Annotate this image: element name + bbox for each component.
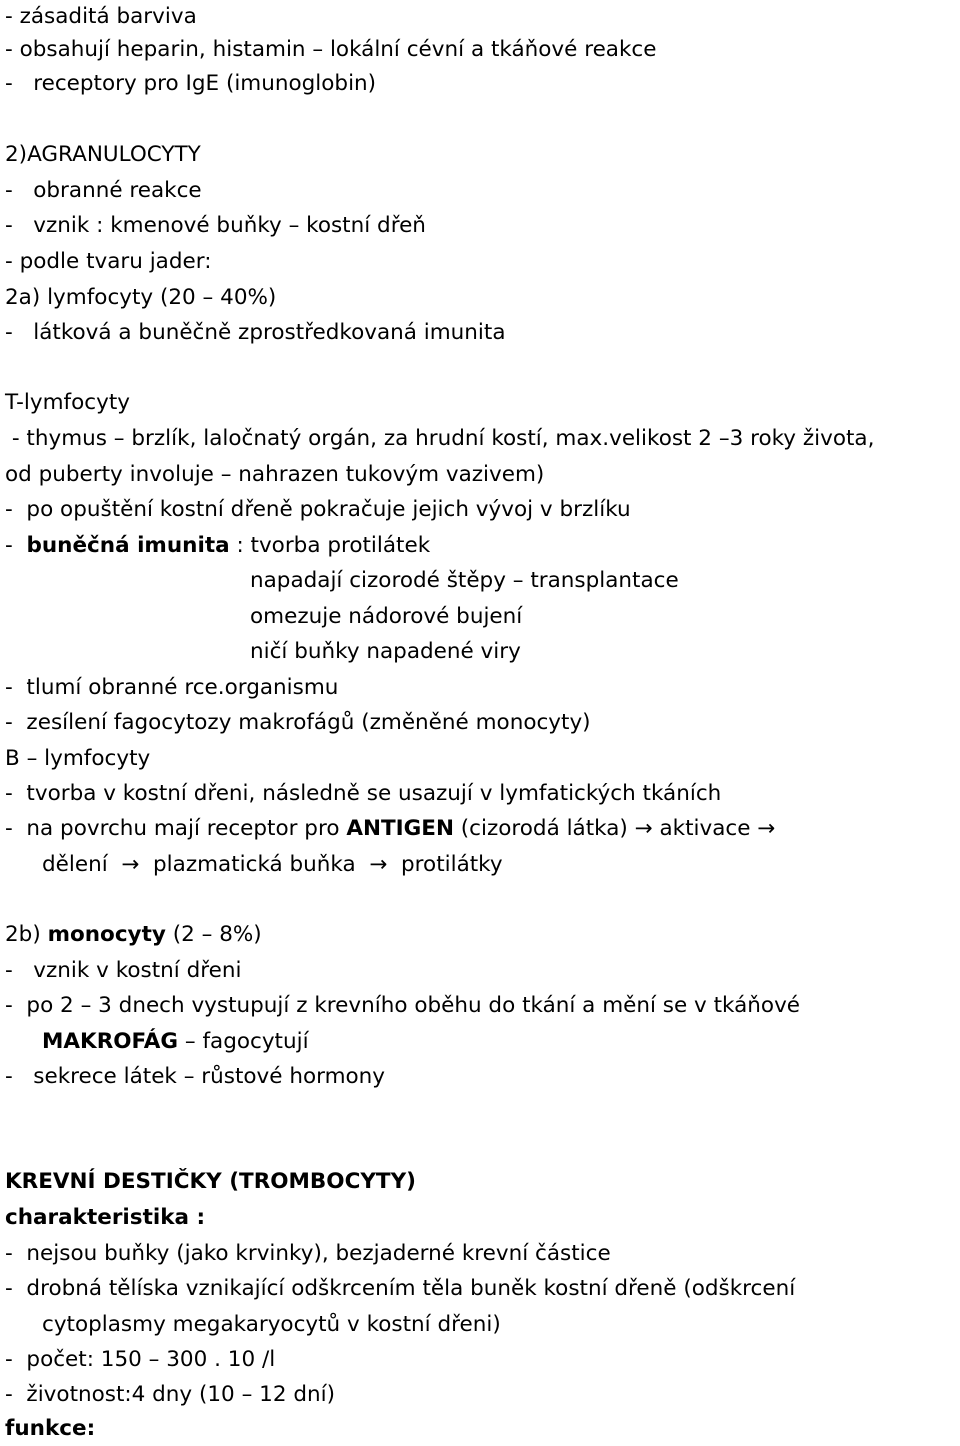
subheading: B – lymfocyty	[5, 746, 151, 771]
section-heading	[5, 1165, 416, 1199]
text-line: - vznik v kostní dřeni	[5, 958, 242, 983]
text-line: - životnost:4 dny (10 – 12 dní)	[5, 1382, 335, 1407]
section-heading: 2)AGRANULOCYTY	[5, 142, 201, 167]
text-line: - obranné reakce	[5, 178, 202, 203]
text-fragment: - na povrchu mají receptor pro	[5, 816, 347, 841]
text-line: - látková a buněčně zprostředkovaná imunita	[5, 320, 506, 345]
bold-term: funkce:	[5, 1416, 96, 1441]
text-line: - tlumí obranné rce.organismu	[5, 675, 339, 700]
text-line	[42, 1025, 309, 1059]
text-line	[5, 529, 430, 563]
text-line: - po opuštění kostní dřeně pokračuje jejich vývoj v brzlíku	[5, 497, 631, 522]
text-line: - drobná tělíska vznikající odškrcením těla buněk kostní dřeně (odškrcení	[5, 1276, 796, 1301]
text-line: - po 2 – 3 dnech vystupují z krevního oběhu do tkání a mění se v tkáňové	[5, 993, 801, 1018]
text-line: - vznik : kmenové buňky – kostní dřeň	[5, 213, 426, 238]
text-line: - podle tvaru jader:	[5, 249, 212, 274]
text-fragment: (2 – 8%)	[165, 922, 262, 947]
text-line: 2a) lymfocyty (20 – 40%)	[5, 285, 277, 310]
text-line: cytoplasmy megakaryocytů v kostní dřeni)	[42, 1312, 501, 1337]
bold-term: ANTIGEN	[346, 816, 454, 841]
text-line: - receptory pro IgE (imunoglobin)	[5, 71, 377, 96]
text-line: - zesílení fagocytozy makrofágů (změněné monocyty)	[5, 710, 591, 735]
text-fragment: : tvorba protilátek	[229, 533, 431, 558]
text-line	[5, 918, 262, 952]
bold-term: charakteristika :	[5, 1205, 206, 1230]
text-line: napadají cizorodé štěpy – transplantace	[250, 568, 679, 593]
bold-term: KREVNÍ DESTIČKY (TROMBOCYTY)	[5, 1169, 416, 1194]
text-fragment: 2b)	[5, 922, 48, 947]
text-line	[5, 812, 775, 846]
text-line: - tvorba v kostní dřeni, následně se usazují v lymfatických tkáních	[5, 781, 722, 806]
text-line: od puberty involuje – nahrazen tukovým vazivem)	[5, 462, 545, 487]
text-line: - obsahují heparin, histamin – lokální cévní a tkáňové reakce	[5, 37, 657, 62]
text-line: - nejsou buňky (jako krvinky), bezjaderné krevní částice	[5, 1241, 611, 1266]
text-line: - počet: 150 – 300 . 10 /l	[5, 1347, 276, 1372]
subheading	[5, 1201, 205, 1235]
text-line: - zásaditá barviva	[5, 4, 197, 29]
text-line: - thymus – brzlík, laločnatý orgán, za hrudní kostí, max.velikost 2 –3 roky života,	[5, 426, 875, 451]
text-fragment: – fagocytují	[178, 1029, 309, 1054]
bullet: -	[5, 533, 27, 558]
bold-term: buněčná imunita	[26, 533, 230, 558]
text-line: dělení → plazmatická buňka → protilátky	[42, 852, 503, 877]
bold-term: monocyty	[47, 922, 166, 947]
text-line: - sekrece látek – růstové hormony	[5, 1064, 386, 1089]
bold-term: MAKROFÁG	[42, 1029, 179, 1054]
text-fragment: (cizorodá látka) → aktivace →	[453, 816, 776, 841]
text-line: ničí buňky napadené viry	[250, 639, 521, 664]
subheading: T-lymfocyty	[5, 390, 130, 415]
subheading	[5, 1412, 95, 1446]
text-line: omezuje nádorové bujení	[250, 604, 523, 629]
